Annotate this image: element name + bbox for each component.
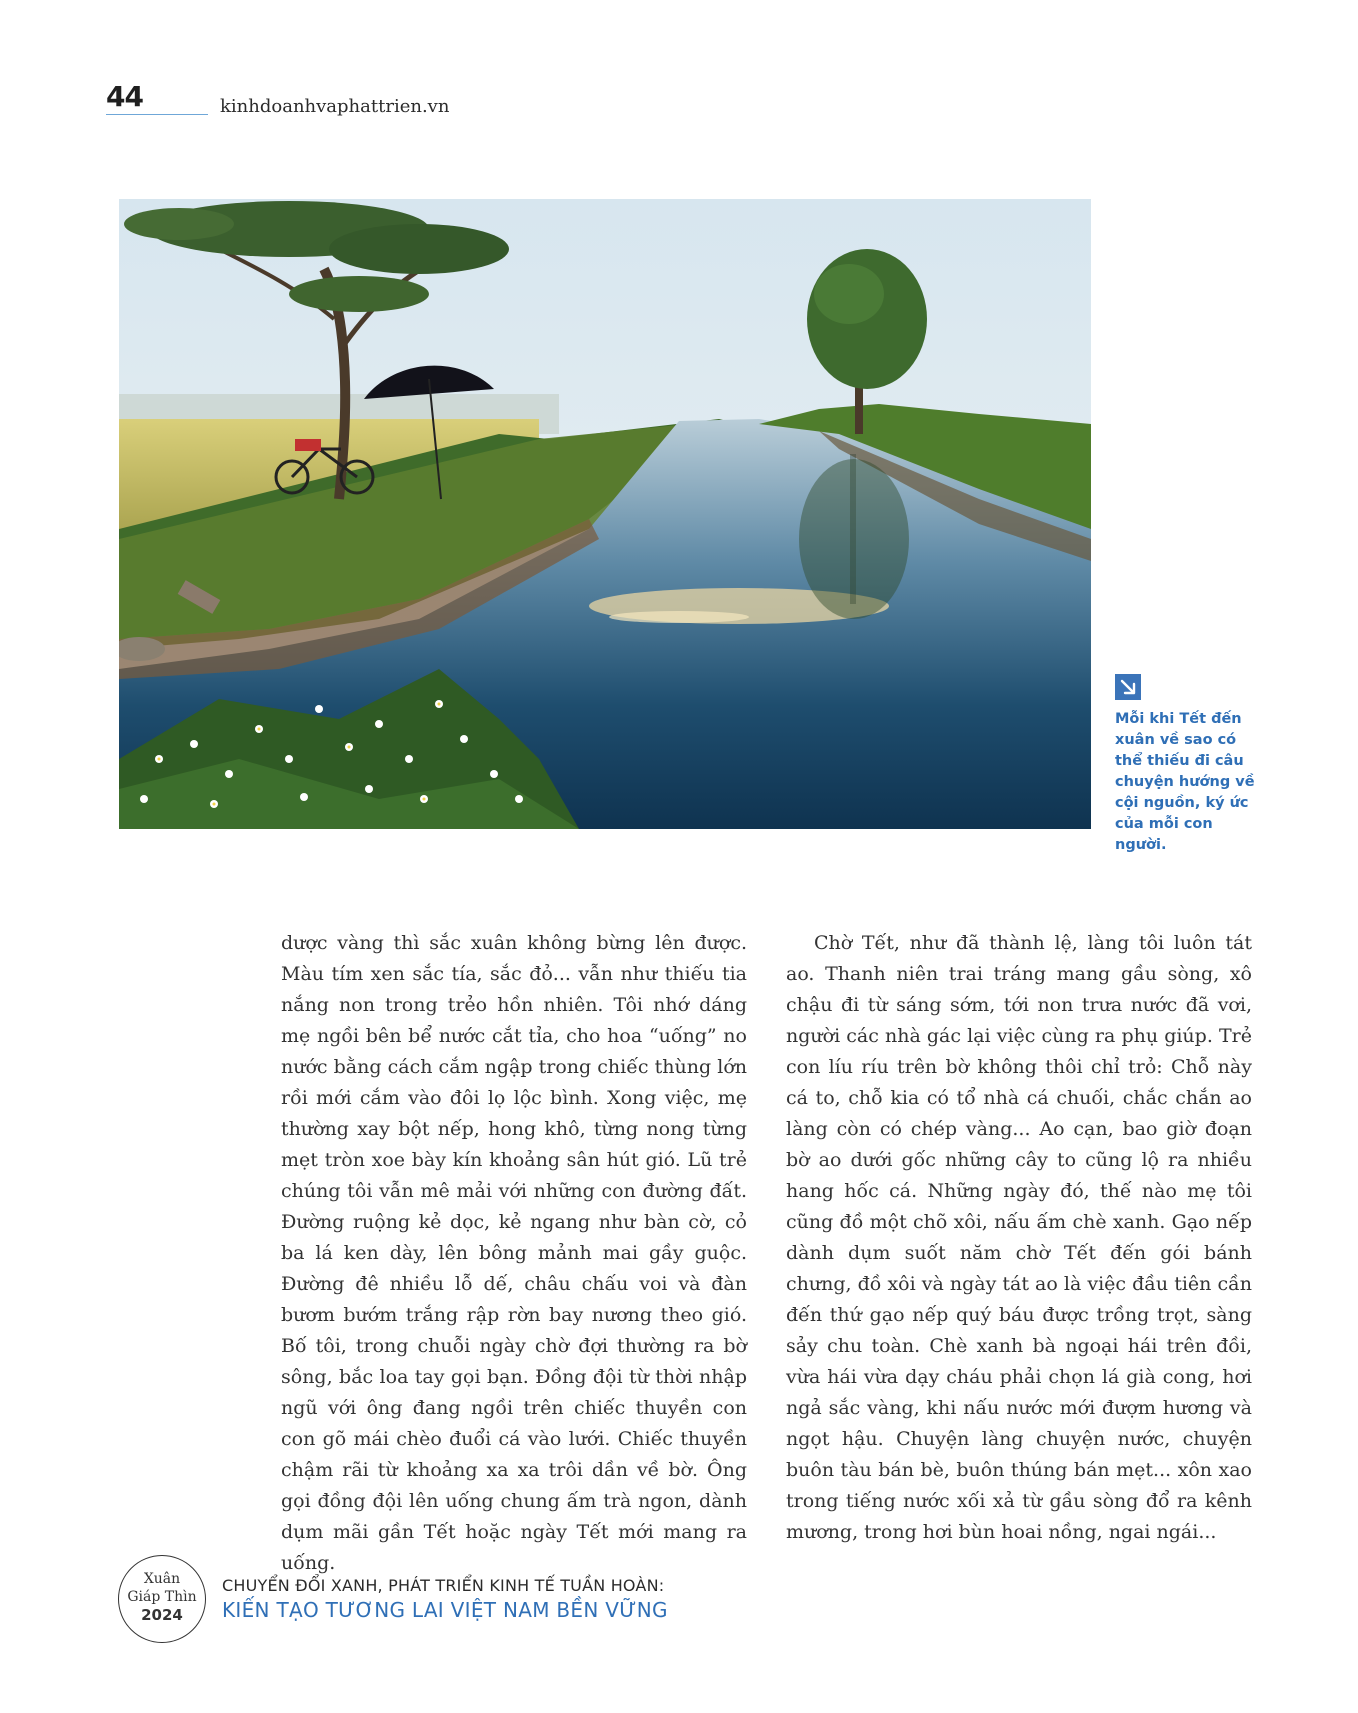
badge-year: 2024 bbox=[141, 1606, 183, 1624]
canal-landscape-photo bbox=[119, 199, 1091, 829]
site-url: kinhdoanhvaphattrien.vn bbox=[220, 96, 450, 117]
photo-caption: Mỗi khi Tết đến xuân về sao có thể thiếu đi câu chuyện hướng về cội nguồn, ký ức của mỗi con người. bbox=[1115, 711, 1255, 853]
edition-badge bbox=[118, 1555, 206, 1643]
article-paragraph: Chờ Tết, như đã thành lệ, làng tôi luôn tát ao. Thanh niên trai tráng mang gầu sòng, xô chậu đi từ sáng sớm, tới non trưa nước đã vơi, người các nhà gác lại việc cùng ra phụ giúp. Trẻ con líu ríu trên bờ không thôi chỉ trỏ: Chỗ này cá to, chỗ kia có tổ nhà cá chuối, chắc chắn ao làng còn có chép vàng... Ao cạn, bao giờ đoạn bờ ao dưới gốc những cây to cũng lộ ra nhiều hang hốc cá. Những ngày đó, thế nào mẹ tôi cũng đồ một chõ xôi, nấu ấm chè xanh. Gạo nếp dành dụm suốt năm chờ Tết đến gói bánh chưng, đồ xôi và ngày tát ao là việc đầu tiên cần đến thứ gạo nếp quý báu được trồng trọt, sàng sảy chu toàn. Chè xanh bà ngoại hái trên đồi, vừa hái vừa dạy cháu phải chọn lá già cong, hơi ngả sắc vàng, khi nấu nước mới đượm hương và ngọt hậu. Chuyện làng chuyện nước, chuyện buôn tàu bán bè, buôn thúng bán mẹt... xôn xao trong tiếng nước xối xả từ gầu sòng đổ ra kênh mương, trong hơi bùn hoai nồng, ngai ngái... bbox=[786, 932, 1252, 1543]
badge-line-1: Xuân bbox=[143, 1571, 181, 1587]
article-paragraph: dược vàng thì sắc xuân không bừng lên được. Màu tím xen sắc tía, sắc đỏ... vẫn như thiếu tia nắng non trong trẻo hồn nhiên. Tôi nhớ dáng mẹ ngồi bên bể nước cắt tỉa, cho hoa “uống” no nước bằng cách cắm ngập trong chiếc thùng lớn rồi mới cắm vào đôi lọ lộc bình. Xong việc, mẹ thường xay bột nếp, hong khô, từng nong từng mẹt tròn xoe bày kín khoảng sân hút gió. Lũ trẻ chúng tôi vẫn mê mải với những con đường đất. Đường ruộng kẻ dọc, kẻ ngang như bàn cờ, cỏ ba lá ken dày, lên bông mảnh mai gầy guộc. Đường đê nhiều lỗ dế, châu chấu voi và đàn bươm bướm trắng rập rờn bay nương theo gió. Bố tôi, trong chuỗi ngày chờ đợi thường ra bờ sông, bắc loa tay gọi bạn. Đồng đội từ thời nhập ngũ với ông đang ngồi trên chiếc thuyền con con gõ mái chèo đuổi cá vào lưới. Chiếc thuyền chậm rãi từ khoảng xa xa trôi dần về bờ. Ông gọi đồng đội lên uống chung ấm trà ngon, dành dụm mãi gần Tết hoặc ngày Tết mới mang ra uống. bbox=[281, 932, 747, 1574]
article-column-right bbox=[786, 928, 1252, 1548]
article-column-left bbox=[281, 928, 747, 1579]
badge-line-2: Giáp Thìn bbox=[127, 1589, 197, 1605]
page-number-rule bbox=[106, 114, 208, 115]
series-subtitle: KIẾN TẠO TƯƠNG LAI VIỆT NAM BỀN VỮNG bbox=[222, 1598, 668, 1622]
southeast-arrow-icon bbox=[1115, 674, 1141, 700]
page-number: 44 bbox=[106, 80, 143, 113]
series-title: CHUYỂN ĐỔI XANH, PHÁT TRIỂN KINH TẾ TUẦN HOÀN: bbox=[222, 1576, 665, 1595]
